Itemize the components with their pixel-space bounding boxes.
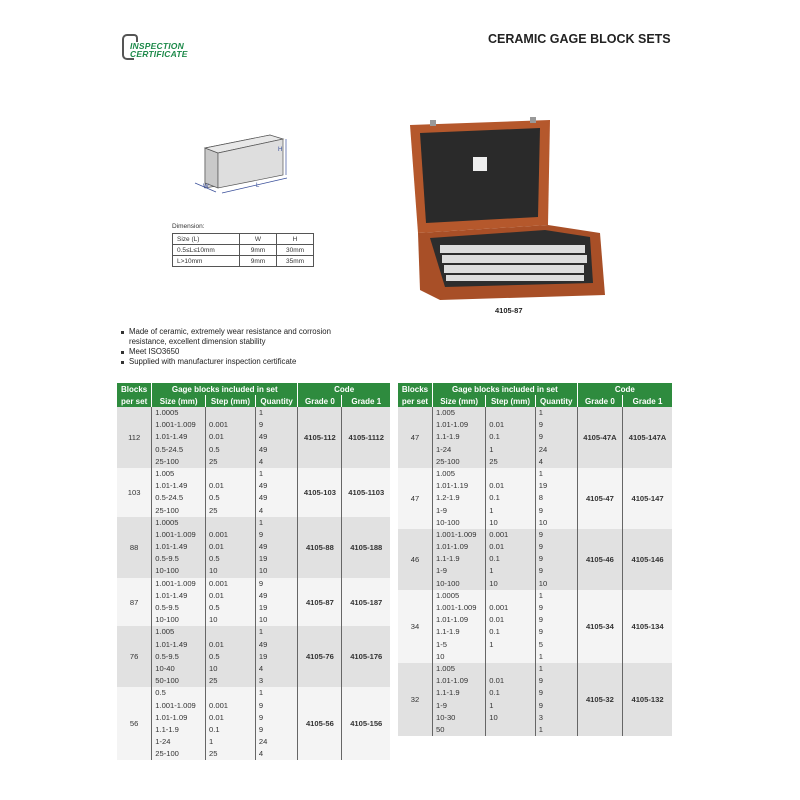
dim-cell: 9mm: [240, 245, 277, 256]
dimension-label: Dimension:: [172, 223, 205, 230]
qty-value: 9: [538, 542, 543, 552]
size-value: 1.001-1.009: [155, 578, 196, 588]
grade-0-code: 4105-46: [577, 529, 622, 590]
size-value: 1.0005: [435, 590, 460, 600]
table-row: [398, 590, 672, 663]
step-cell: [486, 468, 535, 529]
table-row: [117, 626, 390, 687]
gage-block-diagram: [190, 125, 290, 195]
size-value: 10-40: [155, 663, 175, 673]
size-value: 10-100: [435, 517, 460, 527]
step-value: [489, 468, 531, 480]
step-cell: [206, 626, 256, 687]
header-grade-0: Grade 0: [577, 395, 622, 407]
blocks-per-set: 47: [410, 432, 420, 442]
step-value: [209, 517, 252, 529]
step-cell: [206, 517, 256, 578]
size-value: 10-30: [435, 712, 456, 722]
size-value: 1.005: [155, 468, 175, 478]
dimension-table: [172, 233, 314, 267]
size-value: 50-100: [155, 676, 179, 686]
size-cell: [432, 663, 485, 736]
step-cell: [486, 663, 535, 736]
size-value: 1.1-1.9: [435, 432, 460, 442]
qty-value: 49: [258, 542, 268, 552]
size-cell: [432, 468, 485, 529]
header-code: Code: [577, 383, 672, 395]
qty-value: 9: [538, 700, 543, 710]
qty-value: 49: [258, 590, 268, 600]
qty-value: 9: [538, 505, 543, 515]
step-value: 0.1: [209, 724, 220, 734]
qty-value: 1: [538, 408, 543, 417]
step-value: 0.01: [209, 639, 224, 649]
table-row: [117, 517, 390, 578]
qty-value: 9: [538, 420, 543, 430]
size-cell: [432, 407, 485, 468]
qty-value: 4: [258, 505, 264, 515]
gage-set-table-left: [117, 383, 390, 760]
qty-value: 8: [538, 493, 543, 503]
step-value: [489, 724, 531, 736]
step-value: 0.1: [489, 554, 500, 564]
step-value: 0.5: [209, 444, 220, 454]
header-code: Code: [298, 383, 390, 395]
qty-value: 10: [538, 578, 548, 588]
qty-value: 5: [538, 639, 543, 649]
step-value: 0.001: [209, 700, 229, 710]
table-row: [117, 468, 390, 517]
header-blocks: Blocks: [117, 383, 152, 395]
size-value: 25-100: [155, 749, 179, 759]
qty-value: 9: [258, 529, 264, 539]
size-value: 1.01-1.49: [155, 481, 188, 491]
size-value: 1.001-1.009: [155, 700, 196, 710]
size-cell: [152, 578, 206, 627]
size-value: 50: [435, 724, 445, 734]
dim-header: Size (L): [173, 234, 240, 245]
header-size: Size (mm): [432, 395, 485, 407]
step-value: 0.01: [209, 542, 224, 552]
size-value: 25-100: [155, 456, 179, 466]
size-value: 0.5-9.5: [155, 554, 179, 564]
feature-list: [120, 327, 359, 367]
qty-value: 19: [258, 651, 268, 661]
size-cell: [432, 529, 485, 590]
qty-value: 1: [258, 408, 264, 417]
qty-value: 10: [258, 566, 268, 576]
header-quantity: Quantity: [535, 395, 577, 407]
size-value: 1-24: [155, 737, 171, 747]
length-label: L: [256, 183, 260, 189]
size-value: 25-100: [435, 456, 460, 466]
grade-1-code: 4105-132: [623, 663, 672, 736]
size-value: 1-9: [435, 505, 447, 515]
qty-value: 9: [258, 712, 264, 722]
grade-1-code: 4105-147A: [623, 407, 672, 468]
step-value: 1: [209, 737, 214, 747]
step-value: 0.001: [489, 603, 509, 612]
qty-value: 49: [258, 493, 268, 503]
size-value: 1.1-1.9: [155, 724, 179, 734]
size-value: 1.001-1.009: [155, 529, 196, 539]
qty-value: 9: [538, 615, 543, 625]
grade-1-code: 4105-187: [342, 578, 390, 627]
grade-1-code: 4105-1112: [342, 407, 390, 468]
qty-value: 19: [258, 554, 268, 564]
step-value: 10: [209, 663, 218, 673]
grade-1-code: 4105-1103: [342, 468, 390, 517]
grade-0-code: 4105-34: [577, 590, 622, 663]
grade-1-code: 4105-134: [623, 590, 672, 663]
size-value: 1.1-1.9: [435, 627, 460, 637]
size-value: 1.005: [435, 468, 455, 478]
size-value: 0.5-9.5: [155, 603, 179, 612]
dim-cell: 9mm: [240, 256, 277, 267]
size-value: 1.001-1.009: [435, 529, 477, 539]
qty-value: 49: [258, 639, 268, 649]
size-value: 10-100: [435, 578, 460, 588]
qty-value: 24: [258, 737, 268, 747]
blocks-per-set: 103: [127, 487, 141, 497]
header-per-set: per set: [398, 395, 432, 407]
step-value: [489, 651, 531, 663]
qty-value: 9: [538, 432, 543, 442]
step-value: 1: [489, 639, 494, 649]
qty-value: 49: [258, 432, 268, 442]
qty-value: 10: [538, 517, 548, 527]
step-value: 0.01: [209, 432, 224, 442]
header-quantity: Quantity: [255, 395, 297, 407]
size-value: 1.01-1.09: [435, 615, 469, 625]
qty-value: 1: [258, 627, 264, 637]
step-value: [209, 407, 252, 419]
blocks-per-set: 47: [410, 493, 420, 503]
step-cell: [486, 407, 535, 468]
step-cell: [206, 687, 256, 760]
dim-cell: 30mm: [277, 245, 314, 256]
size-value: 1.005: [435, 408, 455, 417]
qty-cell: [255, 407, 297, 468]
dim-cell: 35mm: [277, 256, 314, 267]
step-value: [209, 626, 252, 638]
qty-cell: [255, 626, 297, 687]
product-caption: 4105-87: [495, 306, 523, 315]
table-row: [398, 529, 672, 590]
size-value: 1.1-1.9: [435, 554, 460, 564]
step-value: 0.01: [489, 615, 505, 625]
table-row: [117, 578, 390, 627]
qty-value: 3: [538, 712, 543, 722]
qty-value: 4: [258, 749, 264, 759]
qty-cell: [535, 407, 577, 468]
size-value: 10-100: [155, 615, 179, 625]
step-value: [489, 663, 531, 675]
size-value: 1.01-1.49: [155, 432, 188, 442]
blocks-per-set: 112: [128, 432, 141, 442]
step-value: 0.001: [209, 529, 229, 539]
step-value: 0.001: [209, 420, 229, 430]
grade-0-code: 4105-112: [298, 407, 342, 468]
qty-value: 9: [538, 566, 543, 576]
qty-value: 9: [258, 578, 264, 588]
grade-1-code: 4105-188: [342, 517, 390, 578]
step-value: 0.1: [489, 432, 500, 442]
size-cell: [152, 517, 206, 578]
blocks-per-set: 32: [410, 695, 420, 704]
qty-value: 9: [538, 688, 543, 698]
logo-line-1: INSPECTION: [130, 41, 184, 51]
table-row: [398, 663, 672, 736]
qty-value: 9: [538, 529, 543, 539]
step-value: [209, 687, 252, 699]
step-value: 0.1: [489, 493, 500, 503]
qty-value: 49: [258, 444, 268, 454]
size-value: 1.01-1.09: [155, 712, 188, 722]
step-value: 0.5: [209, 651, 220, 661]
size-cell: [152, 468, 206, 517]
qty-value: 1: [538, 468, 543, 478]
blocks-per-set: 76: [129, 652, 139, 662]
step-value: 0.5: [209, 603, 220, 612]
gage-set-table-right: [398, 383, 672, 736]
grade-0-code: 4105-32: [577, 663, 622, 736]
blocks-per-set: 88: [129, 542, 139, 552]
grade-0-code: 4105-47A: [577, 407, 622, 468]
grade-0-code: 4105-88: [298, 517, 342, 578]
step-value: 25: [209, 676, 218, 686]
size-value: 1.001-1.009: [435, 603, 477, 612]
qty-cell: [255, 687, 297, 760]
size-value: 1.1-1.9: [435, 688, 460, 698]
qty-cell: [255, 468, 297, 517]
step-cell: [486, 590, 535, 663]
qty-value: 1: [538, 590, 543, 600]
qty-value: 4: [258, 456, 264, 466]
header-step: Step (mm): [206, 395, 256, 407]
table-row: [398, 407, 672, 468]
size-value: 0.5: [155, 688, 166, 698]
table-row: [117, 687, 390, 760]
size-value: 1.01-1.09: [435, 420, 469, 430]
header-step: Step (mm): [486, 395, 535, 407]
page-title: CERAMIC GAGE BLOCK SETS: [488, 32, 671, 46]
step-value: 0.01: [209, 590, 224, 600]
blocks-per-set: 34: [410, 621, 420, 631]
grade-1-code: 4105-147: [623, 468, 672, 529]
grade-0-code: 4105-76: [298, 626, 342, 687]
size-value: 1.01-1.49: [155, 639, 188, 649]
size-value: 1.005: [155, 627, 175, 637]
qty-value: 4: [538, 456, 543, 466]
step-value: 0.01: [489, 420, 505, 430]
header-per-set: per set: [117, 395, 152, 407]
grade-1-code: 4105-176: [342, 626, 390, 687]
size-value: 1.01-1.49: [155, 590, 188, 600]
width-label: W: [203, 184, 209, 190]
qty-value: 9: [538, 603, 543, 612]
step-cell: [206, 468, 256, 517]
dim-cell: L>10mm: [173, 256, 240, 267]
qty-cell: [255, 578, 297, 627]
step-value: 0.01: [209, 712, 224, 722]
step-value: 25: [489, 456, 498, 466]
step-cell: [486, 529, 535, 590]
step-value: 1: [489, 444, 494, 454]
qty-value: 1: [258, 468, 264, 478]
logo-line-2: CERTIFICATE: [130, 49, 188, 59]
qty-cell: [535, 663, 577, 736]
qty-value: 9: [258, 724, 264, 734]
inspection-certificate-logo: [122, 34, 202, 60]
feature-item: Supplied with manufacturer inspection certificate: [120, 357, 359, 367]
height-label: H: [278, 147, 283, 153]
grade-0-code: 4105-103: [298, 468, 342, 517]
qty-value: 4: [258, 663, 264, 673]
step-value: 25: [209, 456, 218, 466]
qty-value: 9: [538, 627, 543, 637]
qty-cell: [535, 468, 577, 529]
size-cell: [152, 626, 206, 687]
size-value: 1.001-1.009: [155, 420, 196, 430]
grade-0-code: 4105-47: [577, 468, 622, 529]
step-value: 10: [489, 578, 498, 588]
size-value: 1-5: [435, 639, 447, 649]
step-value: 0.5: [209, 493, 220, 503]
grade-0-code: 4105-56: [298, 687, 342, 760]
blocks-per-set: 46: [410, 554, 420, 564]
size-cell: [152, 687, 206, 760]
header-grade-1: Grade 1: [342, 395, 390, 407]
step-value: 1: [489, 700, 494, 710]
step-value: 10: [489, 517, 498, 527]
grade-1-code: 4105-156: [342, 687, 390, 760]
size-value: 1.01-1.49: [155, 542, 188, 552]
table-row: [117, 407, 390, 468]
grade-1-code: 4105-146: [623, 529, 672, 590]
step-value: 0.01: [209, 481, 224, 491]
qty-cell: [255, 517, 297, 578]
blocks-per-set: 87: [129, 597, 139, 607]
step-value: [489, 407, 531, 419]
size-value: 1-24: [435, 444, 452, 454]
size-value: 10-100: [155, 566, 179, 576]
size-value: 0.5-24.5: [155, 444, 184, 454]
size-value: 10: [435, 651, 445, 661]
size-value: 1-9: [435, 700, 447, 710]
qty-value: 49: [258, 481, 268, 491]
qty-value: 3: [258, 676, 264, 686]
size-value: 1.01-1.19: [435, 481, 469, 491]
header-size: Size (mm): [152, 395, 206, 407]
qty-value: 24: [538, 444, 548, 454]
header-included: Gage blocks included in set: [152, 383, 298, 395]
step-value: 0.001: [489, 529, 509, 539]
step-value: 1: [489, 505, 494, 515]
size-value: 0.5-9.5: [155, 651, 179, 661]
qty-cell: [535, 590, 577, 663]
feature-item: Made of ceramic, extremely wear resistance and corrosion resistance, excellent dimension stability: [120, 327, 359, 347]
step-value: 10: [209, 566, 218, 576]
step-value: 25: [209, 505, 218, 515]
size-cell: [432, 590, 485, 663]
size-value: 1.01-1.09: [435, 542, 469, 552]
step-value: [209, 468, 252, 480]
step-value: 0.001: [209, 578, 229, 588]
qty-value: 1: [538, 724, 543, 734]
qty-value: 10: [258, 615, 268, 625]
size-value: 1.2-1.9: [435, 493, 460, 503]
step-value: [489, 590, 531, 602]
qty-value: 1: [538, 651, 543, 661]
feature-item: Meet ISO3650: [120, 347, 359, 357]
size-value: 0.5-24.5: [155, 493, 184, 503]
qty-value: 9: [538, 554, 543, 564]
dim-header: W: [240, 234, 277, 245]
qty-value: 9: [258, 700, 264, 710]
qty-value: 1: [258, 517, 264, 527]
size-value: 1.005: [435, 663, 455, 673]
qty-value: 1: [258, 688, 264, 698]
step-value: 25: [209, 749, 218, 759]
blocks-per-set: 56: [129, 719, 139, 729]
step-cell: [206, 578, 256, 627]
qty-value: 19: [538, 481, 548, 491]
qty-value: 19: [258, 603, 268, 612]
gage-block-set-case-photo: [400, 115, 610, 300]
size-value: 25-100: [155, 505, 179, 515]
step-value: 1: [489, 566, 494, 576]
step-value: 0.01: [489, 676, 505, 686]
dim-header: H: [277, 234, 314, 245]
size-value: 1.0005: [155, 517, 179, 527]
header-blocks: Blocks: [398, 383, 432, 395]
step-value: 10: [209, 615, 218, 625]
step-value: 0.1: [489, 627, 500, 637]
qty-value: 9: [258, 420, 264, 430]
step-value: 0.01: [489, 542, 505, 552]
header-grade-0: Grade 0: [298, 395, 342, 407]
size-value: 1-9: [435, 566, 447, 576]
step-value: 0.01: [489, 481, 505, 491]
size-cell: [152, 407, 206, 468]
dim-cell: 0.5≤L≤10mm: [173, 245, 240, 256]
grade-0-code: 4105-87: [298, 578, 342, 627]
step-value: 0.1: [489, 688, 500, 698]
qty-cell: [535, 529, 577, 590]
size-value: 1.01-1.09: [435, 676, 469, 686]
qty-value: 1: [538, 663, 543, 673]
header-included: Gage blocks included in set: [432, 383, 577, 395]
step-value: 0.5: [209, 554, 220, 564]
step-value: 10: [489, 712, 498, 722]
qty-value: 9: [538, 676, 543, 686]
table-row: [398, 468, 672, 529]
step-cell: [206, 407, 256, 468]
header-grade-1: Grade 1: [623, 395, 672, 407]
size-value: 1.0005: [155, 408, 179, 417]
